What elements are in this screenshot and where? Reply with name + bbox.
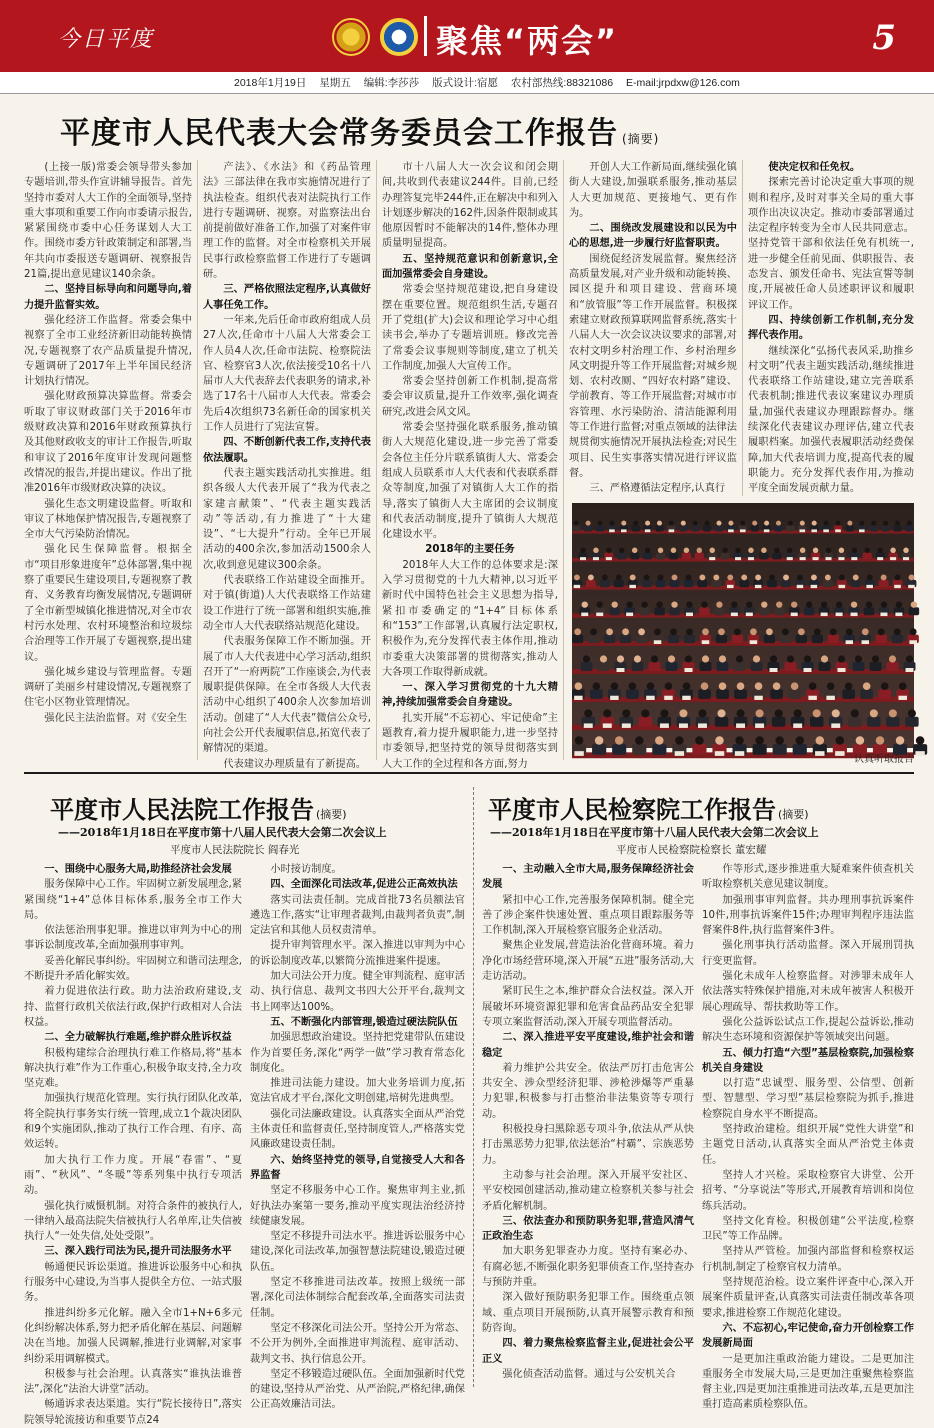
main-article-column-3: [382, 160, 558, 770]
body-paragraph: 服务保障中心工作。牢固树立新发展理念,紧紧围绕“1+4”总体目标体系,服务全市工作大局。: [24, 879, 242, 921]
issue-date: 2018年1月19日: [234, 77, 307, 89]
procuratorate-report-subline: ——2018年1月18日在平度市第十八届人民代表大会第二次会议上: [490, 826, 819, 839]
body-paragraph: 积极参与社会治理。认真落实“谁执法谁普法”,深化“法治大讲堂”活动。: [24, 1368, 242, 1396]
cppcc-emblem-icon: [380, 18, 418, 56]
photo-caption: 认真听取报告: [854, 754, 914, 765]
section-heading: 四、持续创新工作机制,充分发挥代表作用。: [748, 314, 914, 342]
body-paragraph: 代表联络工作站建设全面推开。对于镇(街道)人大代表联络工作站建设工作进行了统一部署和组织实施,推动全市人大代表联络站规范化建设。: [203, 575, 371, 632]
body-paragraph: 产法》、《水法》和《药品管理法》三部法律在我市实施情况进行了执法检查。组织代表对法院执行工作进行专题调研、视察。对监察法出台前提前做好准备工作,加强了对案件审理工作的监督。对全市检察机关开展民事行政检察监督工作进行了专题调研。: [203, 162, 371, 281]
body-paragraph: 围绕促经济发展监督。聚焦经济高质量发展,对产业升级和动能转换、园区提升和项目建设、营商环境和“放管服”等工作开展监督。积极探索建立财政预算联网监督系统,落实十八届人大一次会议决议要求的部署,对农村文明乡村治理工作、乡村治理乡风文明提升等工作开展监督;对城乡规划、农村改厕、“四好农村路”建设、学前教育、等工作开展监督;对城市市容管理、水污染防治、清洁能源利用等工作进行监督;对重点领域的法律法规贯彻实施情况开展执法检查;对民生项目、民生实事落实情况进行评议监督。: [569, 253, 737, 479]
body-paragraph: 聚焦企业发展,营造法治化营商环境。着力净化市场经营环境,深入开展“五进”服务活动,大走访活动。: [482, 940, 694, 983]
hotline: 农村部热线:88321086: [510, 77, 614, 89]
section-heading: 三、依法查办和预防职务犯罪,营造风清气正政治生态: [482, 1215, 694, 1243]
body-paragraph: 强化刑事执行活动监督。深入开展刑罚执行变更监督。: [702, 940, 914, 967]
body-paragraph: 着力促进依法行政。助力法治政府建设,支持、监督行政机关依法行政,保护行政相对人合法权益。: [24, 986, 242, 1028]
section-heading: 一、深入学习贯彻党的十九大精神,持续加强常委会自身建设。: [382, 682, 558, 709]
body-paragraph: 紧盯民生之本,维护群众合法权益。深入开展破坏环境资源犯罪和危害食品药品安全犯罪专项立案监督活动,深入开展专项监督活动。: [482, 986, 694, 1028]
section-heading: 五、不断强化内部管理,锻造过硬法院队伍: [270, 1016, 458, 1028]
section-heading: 四、不断创新代表工作,支持代表依法履职。: [203, 437, 371, 464]
body-paragraph: 妥善化解民事纠纷。牢固树立和谐司法理念,不断提升矛盾化解实效。: [24, 955, 242, 983]
body-paragraph: 强化财政预算决算监督。常委会听取了审议财政部门关于2016年市级财政决算和2016年财政预算执行及其他财政收支的审计工作报告,听取和审议了2016年度审计发现问题整改情况的报告,并提出建议。作出了批准2016年市级财政决算的决议。: [24, 391, 192, 495]
body-paragraph: 推进司法能力建设。加大业务培训力度,拓宽法官成才平台,深化文明创建,培树先进典型。: [250, 1078, 465, 1105]
column-rule: [563, 160, 564, 760]
court-report-subline: ——2018年1月18日在平度市第十八届人民代表大会第二次会议上: [58, 826, 387, 839]
vertical-divider: [473, 787, 474, 1387]
body-paragraph: 以打造“忠诚型、服务型、公信型、创新型、智慧型、学习型”基层检察院为抓手,推进检察院自身水平不断提高。: [702, 1078, 914, 1120]
body-paragraph: 市十八届人大一次会议和闭会期间,共收到代表建议244件。目前,已经办理答复完毕244件,正在解决中和列入计划逐步解决的162件,因条件限制或其他原因暂时不能解决的14件,整体办理质量明显提高。: [382, 162, 558, 250]
main-article-column-2: [203, 160, 371, 770]
procuratorate-report-column-2: [702, 862, 914, 1411]
body-paragraph: 加大执行工作力度。开展“春雷”、“夏雨”、“秋风”、“冬暖”等系列集中执行专项活动。: [24, 1154, 242, 1197]
body-paragraph: 继续深化“弘扬代表风采,助推乡村文明”代表主题实践活动,继续推进代表联络工作站建设,建立完善联系代表机制;推进代表议案建议办理质量,加强代表建议办理跟踪督办。继续深化代表建议办理评估,建立代表履职档案。加强代表履职活动经费保障,加大代表培训力度,提高代表的履职能力。充分发挥代表作用,为推动平度全面发展贡献力量。: [748, 345, 914, 495]
body-paragraph: 一年来,先后任命市政府组成人员27人次,任命市十八届人大常委会工作人员4人次,任命市法院、检察院法官、检察官3人次,依法接受10名十八届市人大代表辞去代表职务的请求,补选了17名十八届市人大代表。常委会先后4次组织73名新任命的国家机关工作人员进行了宪法宣誓。: [203, 314, 371, 434]
body-paragraph: 2018年人大工作的总体要求是:深入学习贯彻党的十九大精神,以习近平新时代中国特色社会主义思想为指导,紧扣市委确定的“1+4”目标体系和“153”工作部署,认真履行法定职权,积极作为,充分发挥代表主体作用,推动市委重大决策部署的贯彻落实,推动人大各项工作取得新成就。: [382, 559, 558, 678]
body-paragraph: 坚持政治建检。组织开展“党性大讲堂”和主题党日活动,认真落实全面从严治党主体责任。: [702, 1124, 914, 1166]
body-paragraph: 紧扣中心工作,完善服务保障机制。健全完善了涉企案件快速处置、重点项目跟踪服务等工作机制,深入开展检察官服务企业活动。: [482, 894, 694, 937]
body-paragraph: 作等形式,逐步推进重大疑难案件侦查机关听取检察机关意见建议制度。: [702, 864, 914, 891]
body-paragraph: 坚持文化育检。积极创建“公平法度,检察卫民”等工作品牌。: [702, 1215, 914, 1243]
section-title: 聚焦“两会”: [436, 22, 619, 60]
court-report-column-1: [24, 862, 242, 1426]
procuratorate-title-text: 平度市人民检察院工作报告: [488, 796, 776, 824]
body-paragraph: 积极构建综合治理执行难工作格局,将“基本解决执行难”作为工作重心,积极争取支持,全力攻坚克难。: [24, 1047, 242, 1090]
session-photo: [572, 503, 914, 748]
body-paragraph: 常委会坚持规范建设,把自身建设摆在重要位置。规范组织生活,专题召开了党组(扩大)会议和理论学习中心组读书会,举办了专题培训班。修改完善了常委会议事规则等制度,建立了机关工作制度,加强人大宣传工作。: [382, 284, 558, 372]
body-paragraph: 小时接访制度。: [270, 864, 342, 875]
section-heading: 一、围绕中心服务大局,助推经济社会发展: [44, 864, 232, 875]
procuratorate-report-column-1: [482, 862, 694, 1392]
body-paragraph: 强化经济工作监督。常委会集中视察了全市工业经济新旧动能转换情况,专题视察了农产品质量提升情况,专题调研了2017年上半年国民经济计划执行情况。: [24, 314, 192, 388]
body-paragraph: 加大司法公开力度。健全审判流程、庭审活动、执行信息、裁判文书四大公开平台,裁判文书上网率达100%。: [250, 971, 465, 1013]
main-article-column-4: [569, 160, 737, 496]
section-heading: 五、坚持规范意识和创新意识,全面加强常委会自身建设。: [382, 253, 558, 281]
body-paragraph: 提升审判管理水平。深入推进以审判为中心的诉讼制度改革,以繁简分流推进案件提速。: [250, 940, 465, 967]
body-paragraph: 探索完善讨论决定重大事项的规则和程序,及时对事关全局的重大事项作出决议决定。推动市委部署通过法定程序转变为全市人民共同意志。坚持党管干部和依法任免有机统一,进一步健全任前见面、供职报告、表态发言、颁发任命书、宪法宣誓等制度,开展被任命人员述职评议和履职评议工作。: [748, 177, 914, 311]
section-heading: 二、围绕改发展建设和以民为中心的思想,进一步履行好监督职责。: [569, 223, 737, 250]
body-paragraph: 强化侦查活动监督。通过与公安机关合: [502, 1368, 676, 1380]
court-report-author: 平度市人民法院院长 阎春光: [170, 844, 300, 856]
procuratorate-report-title: [488, 790, 809, 825]
body-paragraph: 落实司法责任制。完成首批73名员额法官遴选工作,落实“让审理者裁判,由裁判者负责”,制定法官和其他人员权责清单。: [250, 894, 465, 937]
masthead: [0, 0, 934, 72]
body-paragraph: 强化公益诉讼试点工作,提起公益诉讼,推动解决生态环境和资源保护等领域突出问题。: [702, 1016, 914, 1044]
body-paragraph: 代表服务保障工作不断加强。开展了市人大代表进中心学习活动,组织召开了“一府两院”工作座谈会,为代表履职提供保障。在全市各级人大代表活动中心组织了400余人次参加培训活动。创建了“人大代表”微信公众号,向社会公开代表履职信息,拓宽代表了解情况的渠道。: [203, 636, 371, 755]
main-title-text: 平度市人民代表大会常务委员会工作报告: [60, 116, 618, 151]
court-report-column-2: [250, 862, 465, 1411]
body-paragraph: 深入做好预防职务犯罪工作。围绕重点领域、重点项目开展预防,认真开展警示教育和预防咨询。: [482, 1292, 694, 1334]
section-divider: [24, 772, 914, 774]
body-paragraph: 代表主题实践活动扎实推进。组织各级人大代表开展了“我为代表之家建言献策”、“代表主题实践活动”等活动,有力推进了“十大建设”、“七大提升”行动。全年已开展活动的400余次,参加活动1500余人次,收到意见建议300余条。: [203, 467, 371, 571]
body-paragraph: 加强执行规范化管理。实行执行团队化改革,将全院执行事务实行统一管理,成立1个裁决团队和9个实施团队,推动了执行工作合理、有序、高效运转。: [24, 1093, 242, 1151]
paper-name: 今日平度: [58, 27, 155, 52]
body-paragraph: 畅通便民诉讼渠道。推进诉讼服务中心和执行服务中心建设,为当事人提供全方位、一站式服务。: [24, 1261, 242, 1304]
section-heading: 二、全力破解执行难题,维护群众胜诉权益: [44, 1032, 232, 1044]
email-contact: E-mail:jrpdxw@126.com: [625, 77, 740, 89]
body-paragraph: 强化民主法治监督。对《安全生: [44, 712, 188, 724]
national-emblem-icon: [332, 18, 370, 56]
masthead-divider: [424, 16, 427, 56]
editor-credit: 编辑:李莎莎: [363, 77, 420, 89]
court-report-title: [50, 790, 347, 825]
main-article-column-1: [24, 160, 192, 760]
info-bar: [0, 72, 934, 94]
body-paragraph: 畅通诉求表达渠道。实行“院长接待日”,落实院领导轮流接访和重要节点24: [24, 1399, 242, 1426]
body-paragraph: 坚定不移推进司法改革。按照上级统一部署,深化司法体制综合配套改革,全面落实司法责任制。: [250, 1277, 465, 1319]
audience-photo-illustration: [572, 503, 914, 748]
body-paragraph: 强化未成年人检察监督。对涉罪未成年人依法落实特殊保护措施,对未成年被害人积极开展心理疏导、帮扶救助等工作。: [702, 971, 914, 1013]
page-number: 5: [872, 18, 896, 58]
section-heading: 五、倾力打造“六型”基层检察院,加强检察机关自身建设: [702, 1047, 914, 1074]
section-heading: 二、深入推进平安平度建设,维护社会和谐稳定: [482, 1032, 694, 1059]
section-heading: 六、不忘初心,牢记使命,奋力开创检察工作发展新局面: [702, 1322, 914, 1350]
body-paragraph: 开创人大工作新局面,继续强化镇街人大建设,加强联系服务,推动基层人大更加规范、更接地气、更有作为。: [569, 162, 737, 219]
body-paragraph: 强化城乡建设与管理监督。专题调研了美丽乡村建设情况,专题视察了住宅小区物业管理情况。: [24, 666, 192, 709]
body-paragraph: 强化民生保障监督。根据全市“项目形象进度年”总体部署,集中视察了重要民生建设项目,专题视察了教育、义务教育均衡发展情况,专题调研了全市新型城镇化推进情况,对全市农村污水处理、农村环境整治和垃圾综合治理等工作开展了专题视察,提出建议。: [24, 544, 192, 663]
body-paragraph: 强化司法廉政建设。认真落实全面从严治党主体责任和监督责任,坚持制度管人,严格落实党风廉政建设责任制。: [250, 1108, 465, 1151]
body-paragraph: 强化生态文明建设监督。听取和审议了林地保护情况报告,专题视察了全市大气污染防治情况。: [24, 498, 192, 541]
section-heading: 三、深入践行司法为民,提升司法服务水平: [44, 1246, 232, 1258]
body-paragraph: 着力维护公共安全。依法严厉打击危害公共安全、涉众型经济犯罪、涉枪涉爆等严重暴力犯罪,积极参与打击整治非法集资等专项行动。: [482, 1062, 694, 1120]
body-paragraph: 加大职务犯罪查办力度。坚持有案必办、有腐必惩,不断强化职务犯罪侦查工作,坚持查办与预防并重。: [482, 1246, 694, 1289]
body-paragraph: 强化执行威慑机制。对符合条件的被执行人,一律纳入最高法院失信被执行人名单库,让失信被执行人“一处失信,处处受限”。: [24, 1200, 242, 1243]
body-paragraph: 坚定不移服务中心工作。聚焦审判主业,抓好执法办案第一要务,推动平度实现法治经济持续健康发展。: [250, 1185, 465, 1227]
section-heading: 二、坚持目标导向和问题导向,着力提升监督实效。: [24, 284, 192, 311]
body-paragraph: 坚持人才兴检。采取检察官大讲堂、公开招考、“分享说法”等形式,开展教育培训和岗位练兵活动。: [702, 1169, 914, 1212]
body-paragraph: 代表建议办理质量有了新提高。: [223, 758, 367, 770]
section-heading: 2018年的主要任务: [425, 544, 515, 556]
section-heading: 使决定权和任免权。: [768, 162, 861, 173]
body-paragraph: 依法惩治刑事犯罪。推进以审判为中心的刑事诉讼制度改革,全面加强刑事审判。: [24, 925, 242, 952]
body-paragraph: 常委会坚持强化联系服务,推动镇街人大规范化建设,进一步完善了常委会各位主任分片联系镇街人大、常委会组成人员联系市人大代表和代表联系群众等制度,加强了对镇街人大工作的指导,落实了镇街人大主席团的会议制度和代表活动制度,提升了镇街人大规范化建设水平。: [382, 422, 558, 541]
body-paragraph: (上接一版)常委会领导带头参加专题培训,带头作宣讲辅导报告。首先坚持市委对人大工作的全面领导,坚持重大事项和重要工作向市委请示报告,紧紧围绕市委中心任务谋划人大工作。围绕市委方针政策制定和部署,当年共向市委报送专题调研、视察报告21篇,提出意见建议140余条。: [24, 162, 192, 281]
body-paragraph: 扎实开展“不忘初心、牢记使命”主题教育,着力提升履职能力,进一步坚持市委领导,把坚持党的领导贯彻落实到人大工作的全过程和各方面,努力: [382, 712, 558, 770]
body-paragraph: 加强刑事审判监督。共办理刑事抗诉案件10件,刑事抗诉案件15件;办理审判程序违法监督案件8件,执行监督案件3件。: [702, 894, 914, 937]
body-paragraph: 坚持从严管检。加强内部监督和检察权运行机制,制定了检察官权力清单。: [702, 1246, 914, 1273]
design-credit: 版式设计:宿愿: [432, 77, 498, 89]
court-title-tag: (摘要): [316, 808, 347, 821]
body-paragraph: 积极投身扫黑除恶专项斗争,依法从严从快打击黑恶势力犯罪,依法惩治“村霸”、宗族恶势力。: [482, 1124, 694, 1166]
body-paragraph: 常委会坚持创新工作机制,提高常委会审议质量,提升工作效率,强化调查研究,改进会风文风。: [382, 376, 558, 418]
column-rule: [197, 160, 198, 760]
issue-weekday: 星期五: [319, 77, 351, 89]
procuratorate-title-tag: (摘要): [778, 808, 809, 821]
procuratorate-report-author: 平度市人民检察院检察长 董宏耀: [616, 844, 767, 856]
body-paragraph: 三、严格遵循法定程序,认真行: [589, 483, 726, 495]
body-paragraph: 坚持规范治检。设立案件评查中心,深入开展案件质量评查,认真落实司法责任制改革各项要求,推进检察工作规范化建设。: [702, 1277, 914, 1319]
body-paragraph: 主动参与社会治理。深入开展平安社区、平安校园创建活动,推动建立检察机关参与社会矛盾化解机制。: [482, 1169, 694, 1212]
column-rule: [742, 160, 743, 496]
column-rule: [376, 160, 377, 760]
main-article-title: [60, 108, 880, 152]
court-title-text: 平度市人民法院工作报告: [50, 796, 314, 824]
section-heading: 四、着力聚焦检察监督主业,促进社会公平正义: [482, 1338, 694, 1365]
body-paragraph: 加强思想政治建设。坚持把党建带队伍建设作为首要任务,深化“两学一做”学习教育常态化制度化。: [250, 1032, 465, 1074]
section-heading: 四、全面深化司法改革,促进公正高效执法: [270, 879, 458, 891]
body-paragraph: 坚定不移深化司法公开。坚持公开为常态、不公开为例外,全面推进审判流程、庭审活动、裁判文书、执行信息公开。: [250, 1322, 465, 1365]
body-paragraph: 坚定不移提升司法水平。推进诉讼服务中心建设,深化司法改革,加强智慧法院建设,锻造过硬队伍。: [250, 1231, 465, 1273]
body-paragraph: 一是更加注重政治能力建设。二是更加注重服务全市发展大局,三是更加注重聚焦检察监督主业,四是更加注重推进司法改革,五是更加注重打造高素质检察队伍。: [702, 1353, 914, 1411]
section-heading: 六、始终坚持党的领导,自觉接受人大和各界监督: [250, 1154, 465, 1181]
body-paragraph: 推进纠纷多元化解。融入全市1+N+6多元化纠纷解决体系,努力把矛盾化解在基层、问题解决在当地。加强人民调解,推进行业调解,对家事纠纷采用调解模式。: [24, 1307, 242, 1365]
body-paragraph: 坚定不移锻造过硬队伍。全面加强新时代党的建设,坚持从严治党、从严治院,严格纪律,确保公正高效廉洁司法。: [250, 1368, 465, 1411]
section-heading: 一、主动融入全市大局,服务保障经济社会发展: [482, 864, 694, 891]
main-article-column-5: [748, 160, 914, 496]
section-heading: 三、严格依照法定程序,认真做好人事任免工作。: [203, 284, 371, 311]
main-title-tag: (摘要): [622, 132, 660, 146]
